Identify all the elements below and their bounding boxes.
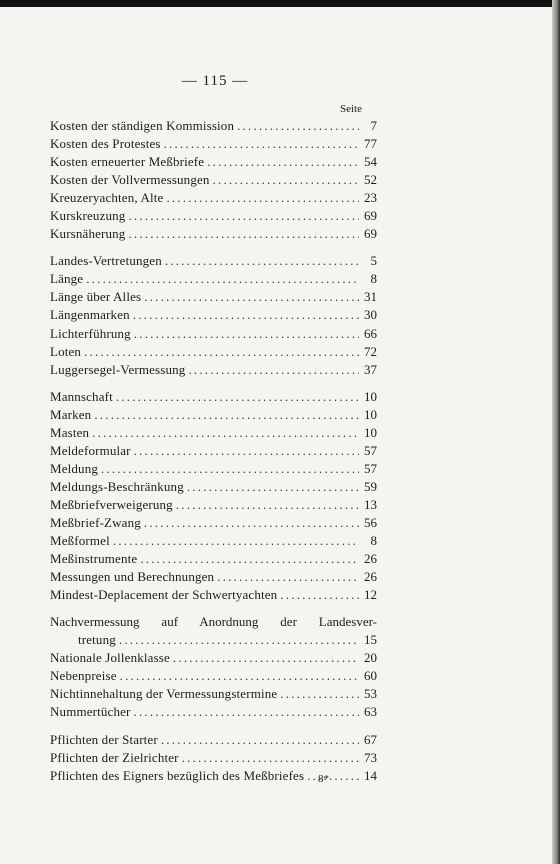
index-term: Mindest-Deplacement der Schwertyachten	[50, 587, 278, 603]
index-entry	[50, 117, 377, 135]
index-entry	[50, 406, 377, 424]
index-page-number: 10	[364, 406, 377, 422]
index-term: Lichterführung	[50, 325, 131, 341]
leader-dots	[84, 343, 359, 361]
leader-dots	[120, 667, 359, 685]
index-entry	[50, 424, 377, 442]
leader-dots	[144, 288, 359, 306]
index-entry	[50, 207, 377, 225]
page-number: — 115 —	[181, 73, 249, 89]
group-separator	[50, 379, 377, 388]
index-entry	[50, 460, 377, 478]
leader-dots	[113, 532, 359, 550]
index-entry	[50, 514, 377, 532]
index-page-number: 13	[364, 496, 377, 512]
index-page-number: 31	[364, 289, 377, 305]
index-page-number: 8	[370, 271, 377, 287]
leader-dots	[128, 207, 359, 225]
index-term: Meßbrief-Zwang	[50, 514, 141, 530]
index-entry	[50, 667, 377, 685]
index-term: Kursnäherung	[50, 226, 126, 242]
index-page-number: 8	[370, 533, 377, 549]
index-entry	[50, 649, 377, 667]
index-entry	[50, 225, 377, 243]
leader-dots	[86, 270, 359, 288]
leader-dots	[134, 442, 359, 460]
index-term: Luggersegel-Vermessung	[50, 361, 186, 377]
index-entry	[50, 189, 377, 207]
leader-dots	[134, 703, 360, 721]
leader-dots	[176, 496, 359, 514]
index-entry	[50, 442, 377, 460]
index-entry	[50, 550, 377, 568]
index-page-number: 26	[364, 551, 377, 567]
index-term: Loten	[50, 343, 82, 359]
index-term: Nummertücher	[50, 704, 131, 720]
index-term: Nationale Jollenklasse	[50, 650, 170, 666]
index-page-number: 10	[364, 424, 377, 440]
index-term: Kurskreuzung	[50, 208, 126, 224]
leader-dots	[92, 424, 359, 442]
index-term: Landes-Vertretungen	[50, 253, 162, 269]
index-term: Kosten des Protestes	[50, 136, 161, 152]
index-term: Masten	[50, 424, 90, 440]
index-term: Meldeformular	[50, 442, 131, 458]
index-page-number: 54	[364, 154, 377, 170]
seite-column-label: Seite	[340, 103, 362, 115]
index-term: Meßbriefverweigerung	[50, 496, 173, 512]
index-term: Länge	[50, 271, 84, 287]
index-entry	[50, 731, 377, 749]
index-entry-wrapped-line: Nachvermessung auf Anordnung der Landesver-	[50, 614, 377, 630]
index-page-number: 69	[364, 226, 377, 242]
leader-dots	[207, 153, 359, 171]
index-entry	[50, 586, 377, 604]
index-entry	[50, 685, 377, 703]
index-entry	[50, 153, 377, 171]
index-term: Pflichten der Starter	[50, 731, 158, 747]
index-page-number: 10	[364, 388, 377, 404]
leader-dots	[187, 478, 359, 496]
scan-right-edge	[552, 0, 560, 864]
index-term: Nebenpreise	[50, 668, 117, 684]
leader-dots	[166, 189, 359, 207]
index-page-number: 53	[364, 686, 377, 702]
index-page-number: 72	[364, 343, 377, 359]
index-page-number: 15	[364, 632, 377, 648]
index-term: Längenmarken	[50, 307, 130, 323]
index-term: Meßinstrumente	[50, 551, 138, 567]
index-page-number: 14	[364, 767, 377, 783]
index-page-number: 59	[364, 478, 377, 494]
index-term: Mannschaft	[50, 388, 113, 404]
index-entry	[50, 749, 377, 767]
leader-dots	[133, 306, 359, 324]
leader-dots	[237, 117, 359, 135]
index-page-number: 12	[364, 587, 377, 603]
leader-dots	[116, 388, 359, 406]
leader-dots	[217, 568, 359, 586]
index-entry	[50, 306, 377, 324]
index-term: tretung	[78, 632, 116, 648]
index-page-number: 26	[364, 569, 377, 585]
index-page-number: 57	[364, 442, 377, 458]
leader-dots	[164, 135, 359, 153]
index-term: Länge über Alles	[50, 289, 142, 305]
index-entry	[50, 171, 377, 189]
index-term: Kosten erneuerter Meßbriefe	[50, 154, 205, 170]
index-entry	[50, 388, 377, 406]
leader-dots	[182, 749, 359, 767]
leader-dots	[165, 252, 359, 270]
index-term: Meldungs-Beschränkung	[50, 478, 184, 494]
leader-dots	[140, 550, 359, 568]
index-page-number: 5	[370, 253, 377, 269]
leader-dots	[94, 406, 359, 424]
scan-top-border	[0, 0, 560, 7]
index-term: Kosten der Vollvermessungen	[50, 172, 210, 188]
index-term: Nichtinnehaltung der Vermessungstermine	[50, 686, 278, 702]
signature-mark: 8*	[318, 773, 329, 785]
index-page-number: 77	[364, 136, 377, 152]
index-term: Pflichten des Eigners bezüglich des Meßbriefes	[50, 767, 305, 783]
index-entry	[50, 568, 377, 586]
index-entry	[50, 478, 377, 496]
index-page-number: 69	[364, 208, 377, 224]
leader-dots	[101, 460, 359, 478]
group-separator	[50, 604, 377, 613]
index-page-number: 73	[364, 749, 377, 765]
index-page-number: 56	[364, 514, 377, 530]
index-page-number: 67	[364, 731, 377, 747]
leader-dots	[188, 361, 359, 379]
index-entry	[50, 343, 377, 361]
group-separator	[50, 722, 377, 731]
index-term: Pflichten der Zielrichter	[50, 749, 179, 765]
leader-dots	[307, 767, 359, 785]
index-entry	[50, 325, 377, 343]
index-page-number: 37	[364, 361, 377, 377]
index-term: Marken	[50, 406, 92, 422]
index-entry	[50, 288, 377, 306]
index-page-number: 66	[364, 325, 377, 341]
leader-dots	[280, 685, 359, 703]
leader-dots	[119, 631, 359, 649]
index-page-number: 20	[364, 650, 377, 666]
index-page-number: 52	[364, 172, 377, 188]
index-entries	[50, 117, 377, 785]
leader-dots	[134, 325, 359, 343]
index-entry	[50, 703, 377, 721]
index-page-number: 7	[370, 118, 377, 133]
leader-dots	[173, 649, 359, 667]
index-entry	[50, 270, 377, 288]
leader-dots	[144, 514, 359, 532]
leader-dots	[280, 586, 359, 604]
group-separator	[50, 243, 377, 252]
leader-dots	[161, 731, 359, 749]
index-page-number: 23	[364, 190, 377, 206]
index-entry	[50, 532, 377, 550]
index-term: Kreuzeryachten, Alte	[50, 190, 164, 206]
leader-dots	[128, 225, 359, 243]
index-term: Meßformel	[50, 533, 110, 549]
index-page-number: 57	[364, 460, 377, 476]
index-term: Meldung	[50, 460, 98, 476]
leader-dots	[213, 171, 359, 189]
index-page-number: 63	[364, 704, 377, 720]
index-entry	[50, 361, 377, 379]
index-page-number: 30	[364, 307, 377, 323]
index-term: Messungen und Berechnungen	[50, 569, 215, 585]
index-entry	[50, 252, 377, 270]
index-page-number: 60	[364, 668, 377, 684]
index-entry	[50, 631, 377, 649]
index-entry	[50, 135, 377, 153]
index-term: Kosten der ständigen Kommission	[50, 118, 235, 133]
index-entry	[50, 496, 377, 514]
